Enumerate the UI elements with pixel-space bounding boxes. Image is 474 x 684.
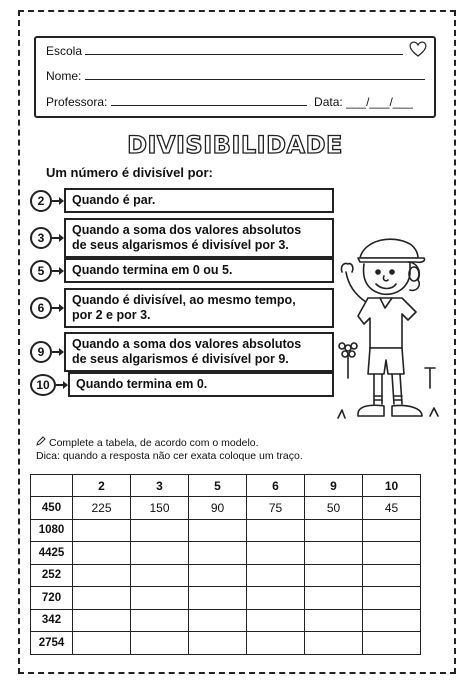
table-cell[interactable]	[131, 609, 189, 632]
rule-text: Quando termina em 0.	[76, 377, 208, 391]
arrow-icon	[52, 237, 60, 239]
table-cell[interactable]	[189, 587, 247, 610]
table-cell: 225	[73, 497, 131, 520]
table-row	[31, 542, 421, 565]
table-cell[interactable]	[305, 587, 363, 610]
table-cell[interactable]	[363, 564, 421, 587]
row-header: 1080	[31, 519, 73, 542]
rule-text-box	[64, 288, 334, 328]
table-cell[interactable]	[73, 564, 131, 587]
table-cell[interactable]	[189, 609, 247, 632]
table-row	[31, 587, 421, 610]
nome-field[interactable]	[85, 69, 425, 80]
table-cell[interactable]	[189, 632, 247, 655]
table-cell[interactable]	[305, 609, 363, 632]
rule-text-box	[64, 218, 334, 258]
arrow-icon	[52, 307, 60, 309]
arrow-icon	[52, 270, 60, 272]
table-cell[interactable]	[189, 542, 247, 565]
rule-number: 2	[30, 190, 52, 212]
row-header: 4425	[31, 542, 73, 565]
table-row	[31, 519, 421, 542]
table-cell[interactable]	[73, 587, 131, 610]
rule-text: por 2 e por 3.	[72, 308, 151, 322]
table-cell[interactable]	[131, 519, 189, 542]
professora-row	[46, 95, 413, 109]
rule-text: Quando é divisível, ao mesmo tempo,	[72, 293, 296, 307]
table-cell[interactable]	[131, 542, 189, 565]
table-header-row	[31, 475, 421, 497]
table-cell[interactable]	[363, 609, 421, 632]
rule-text: Quando a soma dos valores absolutos	[72, 337, 302, 351]
intro-text: Um número é divisível por:	[46, 165, 213, 180]
professora-label: Professora:	[46, 95, 108, 109]
table-row	[31, 609, 421, 632]
instruction-line-2	[36, 450, 303, 462]
rule-6	[30, 288, 334, 328]
column-header: 3	[131, 475, 189, 497]
table-cell[interactable]	[189, 564, 247, 587]
table-cell[interactable]	[247, 609, 305, 632]
table-cell[interactable]	[363, 542, 421, 565]
arrow-icon	[52, 351, 60, 353]
nome-label: Nome:	[46, 69, 82, 83]
rule-text-box	[64, 188, 334, 213]
table-cell: 150	[131, 497, 189, 520]
table-cell[interactable]	[305, 542, 363, 565]
table-cell[interactable]	[73, 609, 131, 632]
row-header: 720	[31, 587, 73, 610]
column-header: 10	[363, 475, 421, 497]
table-cell[interactable]	[305, 632, 363, 655]
professora-field[interactable]	[111, 95, 307, 106]
table-cell[interactable]	[73, 632, 131, 655]
escola-label: Escola	[46, 44, 83, 58]
rule-text-box	[68, 372, 334, 397]
rule-number: 6	[30, 297, 52, 319]
instruction-line-1	[36, 436, 259, 449]
table-row	[31, 564, 421, 587]
heart-icon	[408, 40, 428, 58]
page-title	[110, 130, 360, 160]
table-cell[interactable]	[247, 587, 305, 610]
rule-number: 10	[30, 374, 56, 396]
table-corner-cell	[31, 475, 73, 497]
table-cell[interactable]	[131, 587, 189, 610]
rule-number: 5	[30, 260, 52, 282]
table-cell[interactable]	[73, 519, 131, 542]
boy-illustration	[330, 228, 450, 428]
table-cell: 75	[247, 497, 305, 520]
table-cell[interactable]	[363, 519, 421, 542]
divisibility-table	[30, 474, 421, 655]
table-cell: 50	[305, 497, 363, 520]
data-label: Data:	[314, 95, 343, 109]
table-cell[interactable]	[73, 542, 131, 565]
column-header: 2	[73, 475, 131, 497]
table-cell[interactable]	[189, 519, 247, 542]
column-header: 9	[305, 475, 363, 497]
row-header: 2754	[31, 632, 73, 655]
table-cell[interactable]	[131, 632, 189, 655]
arrow-icon	[52, 200, 60, 202]
row-header: 342	[31, 609, 73, 632]
table-cell[interactable]	[247, 564, 305, 587]
table-row	[31, 497, 421, 520]
pencil-icon	[36, 436, 46, 446]
table-cell[interactable]	[131, 564, 189, 587]
page-title-text: DIVISIBILIDADE	[127, 131, 343, 159]
escola-row	[46, 44, 403, 58]
table-cell[interactable]	[305, 564, 363, 587]
column-header: 5	[189, 475, 247, 497]
rule-number: 3	[30, 227, 52, 249]
table-cell[interactable]	[363, 632, 421, 655]
rule-text: de seus algarismos é divisível por 3.	[72, 238, 289, 252]
rule-text: Quando termina em 0 ou 5.	[72, 263, 233, 277]
rule-9	[30, 332, 334, 372]
table-cell: 45	[363, 497, 421, 520]
rule-5	[30, 258, 334, 283]
rule-2	[30, 188, 334, 213]
rule-10	[30, 372, 334, 397]
escola-field[interactable]	[85, 44, 403, 55]
arrow-icon	[56, 384, 64, 386]
hint-text: Dica: quando a resposta não cer exata coloque um traço.	[36, 450, 303, 462]
table-cell[interactable]	[363, 587, 421, 610]
rule-text-box	[64, 258, 334, 283]
header-box	[34, 36, 436, 118]
table-row	[31, 632, 421, 655]
rule-text: Quando é par.	[72, 193, 156, 207]
rule-text: de seus algarismos é divisível por 9.	[72, 352, 289, 366]
column-header: 6	[247, 475, 305, 497]
table-cell[interactable]	[247, 632, 305, 655]
row-header: 450	[31, 497, 73, 520]
rule-text-box	[64, 332, 334, 372]
data-field[interactable]: ___/___/___	[346, 95, 413, 109]
nome-row	[46, 69, 425, 83]
rule-3	[30, 218, 334, 258]
row-header: 252	[31, 564, 73, 587]
table-cell: 90	[189, 497, 247, 520]
table-cell[interactable]	[247, 542, 305, 565]
rule-text: Quando a soma dos valores absolutos	[72, 223, 302, 237]
table-cell[interactable]	[305, 519, 363, 542]
table-cell[interactable]	[247, 519, 305, 542]
instruction-text: Complete a tabela, de acordo com o modelo.	[49, 437, 259, 449]
rule-number: 9	[30, 341, 52, 363]
